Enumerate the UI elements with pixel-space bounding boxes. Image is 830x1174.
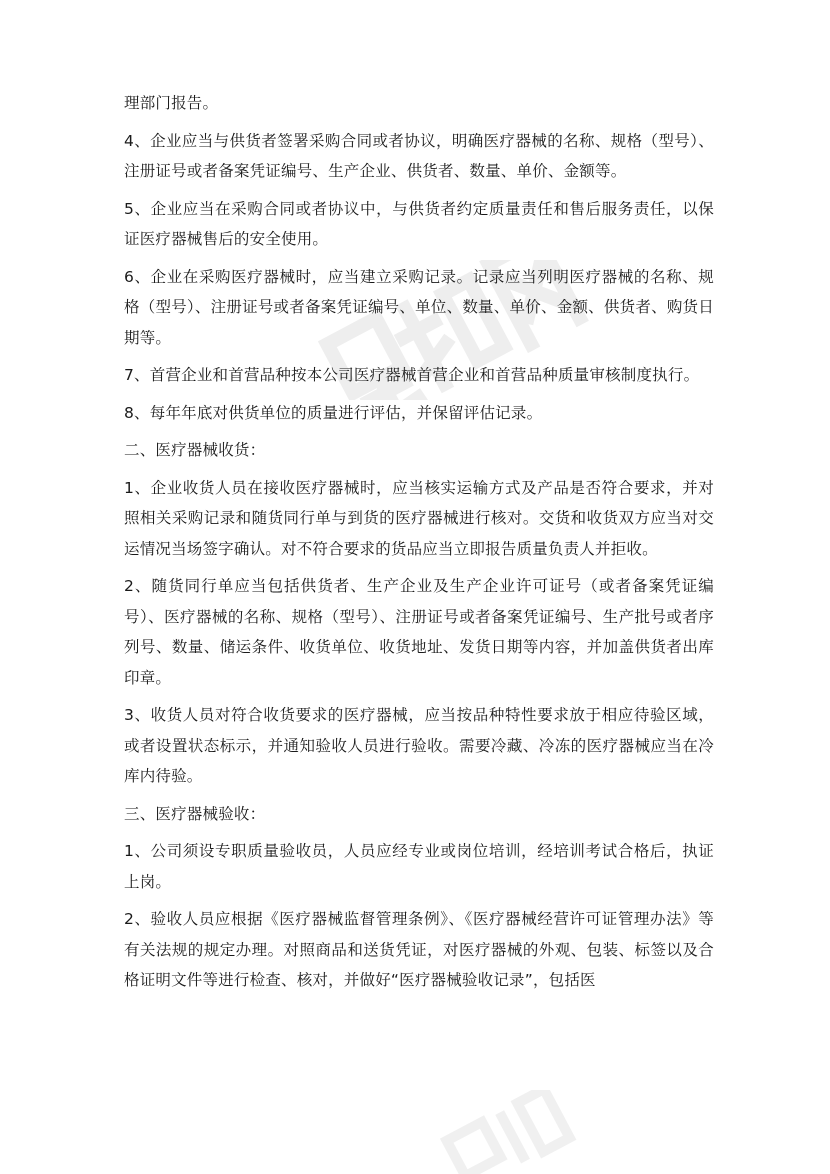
- watermark-logo-bottom: [420, 1090, 600, 1174]
- paragraph-delivery-note: 2、随货同行单应当包括供货者、生产企业及生产企业许可证号（或者备案凭证编号）、医疗器械的名称、规格（型号）、注册证号或者备案凭证编号、生产批号或者序列号、数量、储运条件、收货单位、收货地址、发货日期等内容，并加盖供货者出库印章。: [124, 577, 714, 687]
- paragraph-purchase-contract: 4、企业应当与供货者签署采购合同或者协议，明确医疗器械的名称、规格（型号）、注册证号或者备案凭证编号、生产企业、供货者、数量、单价、金额等。: [124, 131, 714, 180]
- document-body: [124, 88, 714, 1003]
- paragraph-first-supplier: 7、首营企业和首营品种按本公司医疗器械首营企业和首营品种质量审核制度执行。: [124, 366, 700, 384]
- section-heading-acceptance: 三、医疗器械验收：: [124, 804, 266, 823]
- paragraph-receiving-check: 1、企业收货人员在接收医疗器械时，应当核实运输方式及产品是否符合要求，并对照相关采购记录和随货同行单与到货的医疗器械进行核对。交货和收货双方应当对交运情况当场签字确认。对不符合要求的货品应当立即报告质量负责人并拒收。: [124, 478, 714, 558]
- paragraph-annual-evaluation: 8、每年年底对供货单位的质量进行评估，并保留评估记录。: [124, 403, 543, 422]
- paragraph-inspection-procedure: 2、验收人员应根据《医疗器械监督管理条例》、《医疗器械经营许可证管理办法》等有关法规的规定办理。对照商品和送货凭证，对医疗器械的外观、包装、标签以及合格证明文件等进行检查、核对，并做好“医疗器械验收记录”，包括医: [124, 910, 714, 989]
- paragraph-inspector-training: 1、公司须设专职质量验收员，人员应经专业或岗位培训，经培训考试合格后，执证上岗。: [124, 842, 714, 891]
- section-heading-receiving: 二、医疗器械收货：: [124, 441, 266, 459]
- paragraph-continuation: 理部门报告。: [124, 94, 219, 112]
- paragraph-purchase-records: 6、企业在采购医疗器械时，应当建立采购记录。记录应当列明医疗器械的名称、规格（型号）、注册证号或者备案凭证编号、单位、数量、单价、金额、供货者、购货日期等。: [124, 267, 714, 347]
- paragraph-pending-inspection: 3、收货人员对符合收货要求的医疗器械，应当按品种特性要求放于相应待验区域，或者设置状态标示，并通知验收人员进行验收。需要冷藏、冷冻的医疗器械应当在冷库内待验。: [124, 706, 714, 785]
- paragraph-quality-responsibility: 5、企业应当在采购合同或者协议中，与供货者约定质量责任和售后服务责任，以保证医疗器械售后的安全使用。: [124, 199, 714, 248]
